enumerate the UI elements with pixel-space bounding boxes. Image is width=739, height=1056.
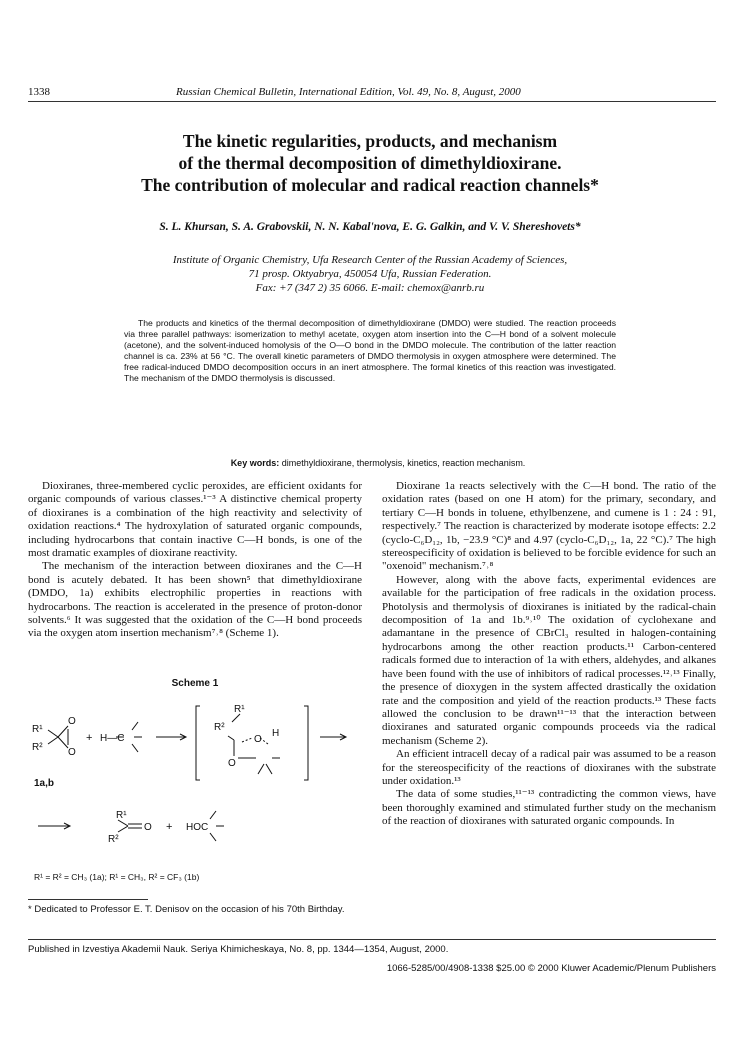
title-line: The kinetic regularities, products, and mechanism [182, 131, 558, 151]
paragraph: An efficient intracell decay of a radical pair was assumed to be a reason for the stereospecificity of the reactions of dioxiranes with the substrate under oxidation.¹³ [382, 748, 716, 787]
paragraph: The mechanism of the interaction between dioxiranes and the C—H bond is acutely debated. It has been shown⁵ that dimethyldioxirane (DMDO, 1a) exhibits electrophilic properties in reactions with hydrocarbons. The reaction is accelerated in the presence of proton-donor solvents.⁶ It was suggested that the oxidation of the C—H bond proceeds via the oxygen atom insertion mechanism⁷˒⁸ (Scheme 1). [28, 560, 362, 640]
right-column [382, 480, 716, 829]
page-number: 1338 [28, 86, 50, 98]
affiliation-line: Fax: +7 (347 2) 35 6066. E-mail: chemox@anrb.ru [255, 282, 485, 294]
title-line: of the thermal decomposition of dimethyldioxirane. [178, 153, 562, 173]
r1-label: R¹ [116, 810, 127, 821]
scheme-caption: R¹ = R² = CH₃ (1a); R¹ = CH₃, R² = CF₃ (1b) [34, 872, 200, 882]
footnote-rule [28, 899, 148, 900]
footer-rule [28, 939, 716, 940]
affiliation-line: 71 prosp. Oktyabrya, 450054 Ufa, Russian Federation. [248, 268, 492, 280]
r2-label: R² [214, 722, 225, 733]
h-label: H [272, 728, 280, 739]
r1-label: R¹ [32, 724, 43, 735]
plus-sign: + [86, 732, 93, 744]
header-rule [28, 101, 716, 102]
ketone-oxygen: O [144, 822, 152, 833]
journal-citation: Russian Chemical Bulletin, International Edition, Vol. 49, No. 8, August, 2000 [176, 86, 521, 98]
r2-label: R² [32, 742, 43, 753]
footnote: * Dedicated to Professor E. T. Denisov on the occasion of his 70th Birthday. [28, 904, 345, 915]
r2-label: R² [108, 834, 119, 845]
left-column [28, 480, 362, 641]
oxygen-label: O [254, 734, 262, 745]
keywords-label: Key words: [230, 458, 280, 468]
keywords [148, 458, 608, 468]
hoc-label: HOC [186, 822, 209, 833]
paragraph: Dioxiranes, three-membered cyclic peroxides, are efficient oxidants for organic compounds of various classes.¹⁻³ A distinctive chemical property of dioxiranes is a combination of the high reactivity and selectivity of oxidation reactions.⁴ The hydroxylation of saturated organic compounds, including hydrocarbons that contain inactive C—H bonds, is one of the most dramatic examples of dioxirane reactivity. [28, 480, 362, 560]
scheme-diagram [28, 692, 362, 892]
oxygen-label: O [68, 716, 76, 727]
paragraph: However, along with the above facts, experimental evidences are available for the participation of free radicals in the oxidation process. Photolysis and thermolysis of dioxiranes is initiated by the radical-chain decomposition of 1a and 1b.⁹˒¹⁰ The oxidation of cyclohexane and adamantane in the presence of CBrCl₃ resulted in halogen-containing hydrocarbons among the other reaction products.¹¹ Carbon-centered radicals formed due to interaction of 1a with ethers, aldehydes, and alkanes have been found with the use of inhibitors of radical processes.¹²˒¹³ Finally, the presence of dioxygen in the system affected drastically the oxidation rate and the composition and yield of the reaction products.¹³ These facts allowed the conclusion to be drawn¹¹⁻¹³ that the interaction between dioxiranes and saturated organic compounds proceeds via the radical mechanism (Scheme 2). [382, 573, 716, 747]
reaction-scheme [28, 692, 362, 892]
compound-label: 1a,b [34, 778, 55, 789]
article-title [60, 130, 680, 196]
copyright-line: 1066-5285/00/4908-1338 $25.00 © 2000 Kluwer Academic/Plenum Publishers [386, 963, 716, 974]
affiliation [90, 253, 650, 295]
author-list: S. L. Khursan, S. A. Grabovskii, N. N. Kabal'nova, E. G. Galkin, and V. V. Shereshovets* [159, 221, 581, 233]
publication-note: Published in Izvestiya Akademii Nauk. Seriya Khimicheskaya, No. 8, pp. 1344—1354, August, 2000. [28, 944, 449, 955]
scheme-title: Scheme 1 [171, 678, 219, 689]
abstract [124, 318, 616, 384]
oxygen-label: O [228, 758, 236, 769]
title-line: The contribution of molecular and radical reaction channels* [141, 175, 599, 195]
r1-label: R¹ [234, 704, 245, 715]
paragraph: The data of some studies,¹¹⁻¹³ contradicting the common views, have been thoroughly examined and stimulated further study on the mechanism of the reaction of dioxiranes with saturated organic compounds. In [382, 788, 716, 828]
oxygen-label: O [68, 747, 76, 758]
abstract-text: The products and kinetics of the thermal decomposition of dimethyldioxirane (DMDO) were studied. The reaction proceeds via three parallel pathways: isomerization to methyl acetate, oxygen atom insertion into the C—H bond of a solvent molecule (acetone), and the solvent-induced homolysis of the O—O bond in the DMDO molecule. The contribution of the latter reaction channel is ca. 23% at 56 °C. The overall kinetic parameters of DMDO thermolysis in oxygen atmosphere were determined. The free radical-induced DMDO decomposition occurs in an inert atmosphere. The formal kinetics of this reaction was investigated. The mechanism of the DMDO thermolysis is discussed. [124, 318, 616, 383]
plus-sign: + [166, 821, 173, 833]
keywords-text: dimethyldioxirane, thermolysis, kinetics, reaction mechanism. [281, 458, 526, 468]
affiliation-line: Institute of Organic Chemistry, Ufa Research Center of the Russian Academy of Sciences, [172, 254, 568, 266]
paragraph: Dioxirane 1a reacts selectively with the C—H bond. The ratio of the oxidation rates (based on one H atom) for the primary, secondary, and tertiary C—H bonds in toluene, ethylbenzene, and cumene is 1 : 24 : 91, respectively.⁷ The reaction is characterized by moderate isotope effects: 2.2 (cyclo-C₆D₁₂, 1b, −23.9 °C)⁸ and 4.97 (cyclo-C₆D₁₂, 1a, 22 °C).⁷ The high stereospecificity of oxidation is believed to be forcible evidence for such an "oxenoid" mechanism.⁷˒⁸ [382, 480, 716, 573]
hc-label: H—C [100, 733, 125, 744]
